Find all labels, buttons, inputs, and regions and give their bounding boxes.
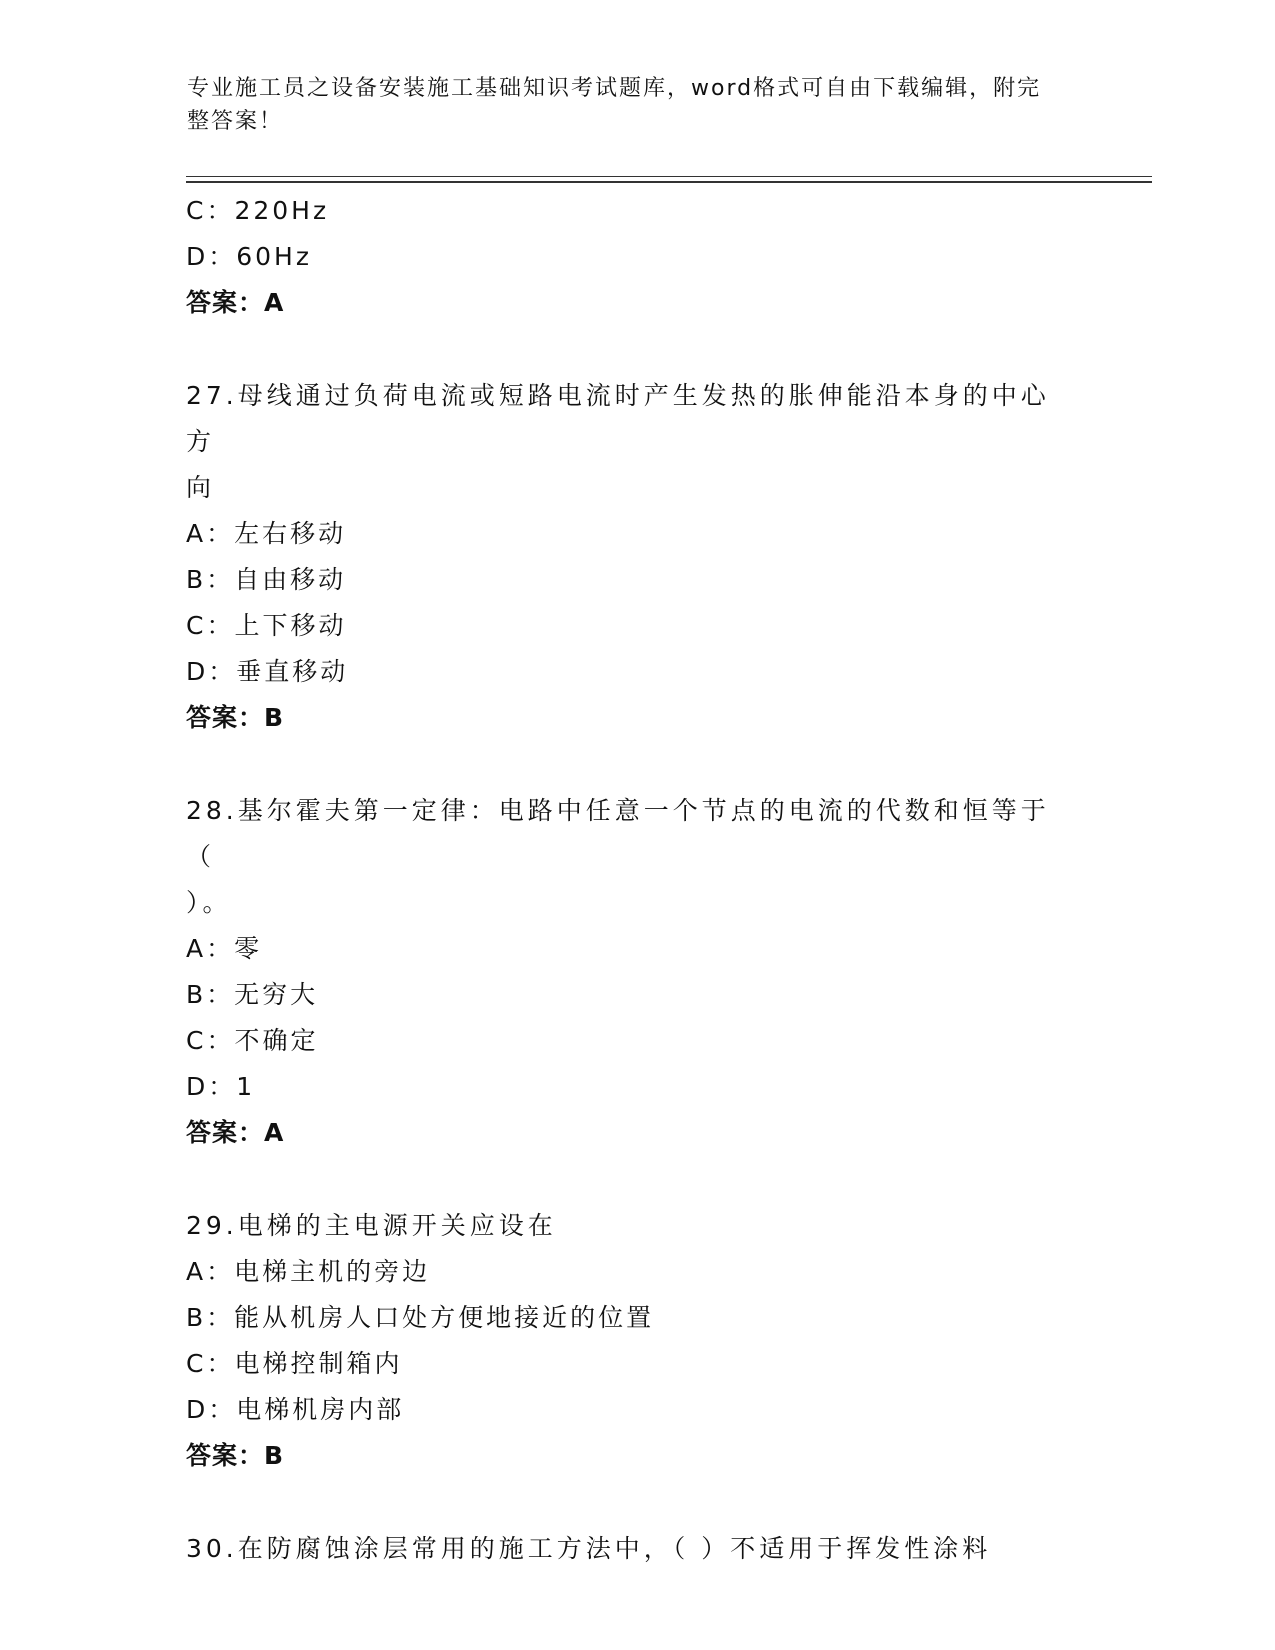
- question-stem: [186, 1526, 1066, 1572]
- header-line: 专业施工员之设备安装施工基础知识考试题库，word格式可自由下载编辑，附完: [187, 76, 1042, 101]
- spacer: [186, 741, 1086, 788]
- option-b: B：自由移动: [186, 565, 347, 594]
- answer-line: 答案：A: [186, 288, 285, 317]
- option-c: C：上下移动: [186, 611, 347, 640]
- option-b: B：能从机房人口处方便地接近的位置: [186, 1303, 655, 1332]
- question-block: [186, 188, 1086, 326]
- option-d: D：垂直移动: [186, 657, 349, 686]
- stem-line: 29.电梯的主电源开关应设在: [186, 1211, 557, 1240]
- question-block: [186, 1203, 1086, 1479]
- header-line: 整答案！: [187, 109, 284, 134]
- stem-line: 30.在防腐蚀涂层常用的施工方法中，（ ）不适用于挥发性涂料: [186, 1534, 992, 1563]
- question-stem: [186, 373, 1066, 511]
- option-d: D：60Hz: [186, 242, 312, 271]
- stem-line: 28.基尔霍夫第一定律：电路中任意一个节点的电流的代数和恒等于（: [186, 796, 1050, 871]
- question-block: [186, 1526, 1086, 1572]
- option-c: C：220Hz: [186, 196, 330, 225]
- header-divider: [186, 176, 1152, 177]
- question-stem: [186, 1203, 1066, 1249]
- option-a: A：电梯主机的旁边: [186, 1257, 431, 1286]
- option-a: A：零: [186, 934, 263, 963]
- option-a: A：左右移动: [186, 519, 347, 548]
- option-b: B：无穷大: [186, 980, 319, 1009]
- option-c: C：不确定: [186, 1026, 319, 1055]
- question-list: [186, 188, 1086, 1572]
- question-block: [186, 788, 1086, 1156]
- question-stem: [186, 788, 1066, 926]
- header-divider: [186, 181, 1152, 183]
- question-block: [186, 373, 1086, 741]
- stem-line: 向: [186, 473, 216, 502]
- option-c: C：电梯控制箱内: [186, 1349, 403, 1378]
- answer-line: 答案：A: [186, 1118, 285, 1147]
- spacer: [186, 1156, 1086, 1203]
- answer-line: 答案：B: [186, 1441, 285, 1470]
- stem-line: 27.母线通过负荷电流或短路电流时产生发热的胀伸能沿本身的中心方: [186, 381, 1050, 456]
- option-d: D：1: [186, 1072, 256, 1101]
- answer-line: 答案：B: [186, 703, 285, 732]
- spacer: [186, 1479, 1086, 1526]
- spacer: [186, 326, 1086, 373]
- option-d: D：电梯机房内部: [186, 1395, 405, 1424]
- stem-line: ）。: [186, 888, 232, 917]
- document-header: [187, 72, 1067, 138]
